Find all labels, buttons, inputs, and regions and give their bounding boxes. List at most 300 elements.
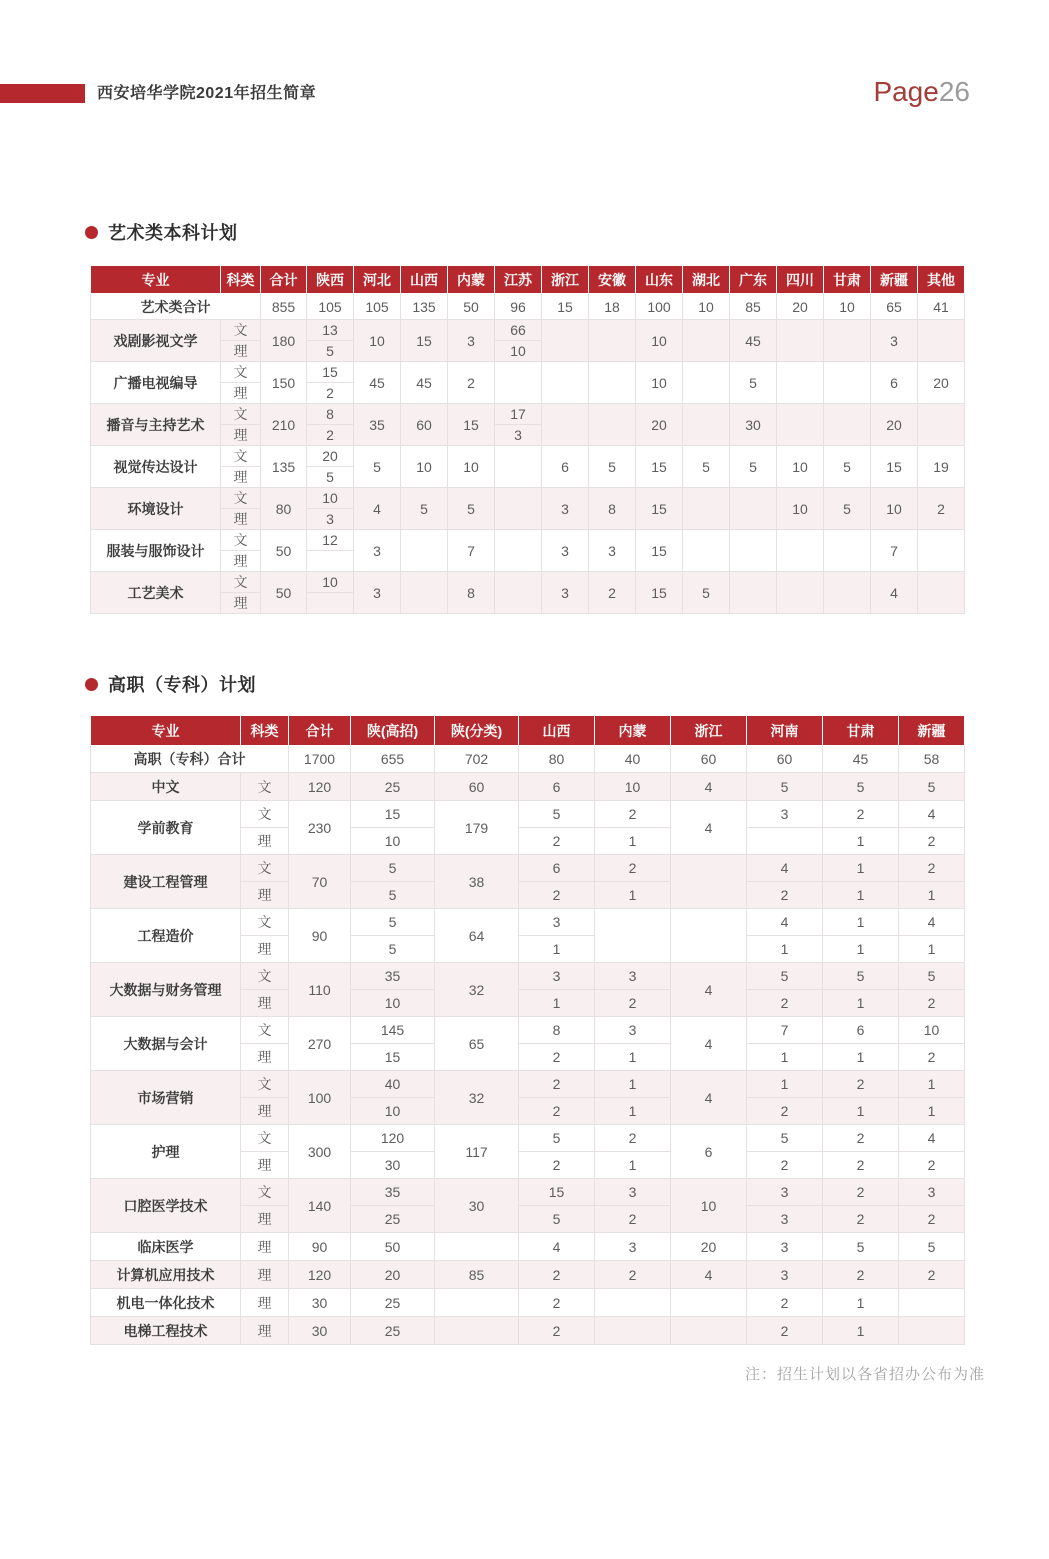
value-cell: 5 [824,488,871,530]
value-cell: 15 [636,572,683,614]
total-row-value: 18 [589,294,636,320]
value-cell: 3 [542,488,589,530]
value-cell: 2 [595,1206,671,1233]
value-cell [307,551,354,572]
value-cell [495,488,542,530]
value-cell [824,404,871,446]
value-cell: 10 [595,773,671,801]
value-cell: 2 [823,801,899,828]
value-cell: 2 [823,1206,899,1233]
major-cell: 中文 [91,773,241,801]
subject-type-cell: 文 [221,572,261,593]
value-cell: 2 [823,1179,899,1206]
value-cell [918,530,965,572]
table-row [91,1071,965,1098]
row-total-cell: 90 [289,1233,351,1261]
value-cell: 4 [899,801,965,828]
value-cell: 3 [871,320,918,362]
value-cell: 32 [435,963,519,1017]
value-cell: 6 [823,1017,899,1044]
value-cell: 3 [747,801,823,828]
subject-type-cell: 文 [241,1125,289,1152]
table-row [91,320,965,341]
column-header: 内蒙 [448,266,495,294]
value-cell: 1 [747,1071,823,1098]
value-cell: 4 [671,1261,747,1289]
value-cell: 1 [747,1044,823,1071]
value-cell: 1 [823,990,899,1017]
value-cell: 17 [495,404,542,425]
value-cell: 2 [747,1289,823,1317]
total-row-value: 655 [351,746,435,773]
value-cell: 145 [351,1017,435,1044]
subject-type-cell: 文 [241,773,289,801]
vocational-plan-table [90,715,965,1345]
value-cell: 2 [747,990,823,1017]
value-cell: 3 [595,1179,671,1206]
table-row [91,909,965,936]
column-header: 山西 [519,716,595,746]
value-cell: 1 [595,882,671,909]
value-cell: 2 [519,1098,595,1125]
value-cell: 13 [307,320,354,341]
value-cell: 1 [899,882,965,909]
row-total-cell: 140 [289,1179,351,1233]
subject-type-cell: 文 [241,1179,289,1206]
value-cell: 1 [823,1317,899,1345]
major-cell: 大数据与会计 [91,1017,241,1071]
value-cell: 2 [899,828,965,855]
value-cell [495,362,542,404]
row-total-cell: 210 [261,404,307,446]
value-cell: 10 [777,488,824,530]
value-cell: 15 [448,404,495,446]
subject-type-cell: 理 [221,467,261,488]
value-cell: 5 [519,1125,595,1152]
value-cell: 5 [823,963,899,990]
value-cell: 5 [747,1125,823,1152]
value-cell: 12 [307,530,354,551]
value-cell: 35 [351,963,435,990]
header-row [91,266,965,294]
value-cell: 40 [351,1071,435,1098]
value-cell: 3 [354,572,401,614]
value-cell: 38 [435,855,519,909]
value-cell: 5 [351,882,435,909]
table-row [91,1261,965,1289]
major-cell: 计算机应用技术 [91,1261,241,1289]
value-cell [777,572,824,614]
subject-type-cell: 文 [221,404,261,425]
value-cell: 2 [899,1152,965,1179]
value-cell [542,320,589,362]
subject-type-cell: 理 [241,1098,289,1125]
row-total-cell: 30 [289,1317,351,1345]
value-cell: 2 [519,1071,595,1098]
subject-type-cell: 理 [241,1233,289,1261]
value-cell: 3 [495,425,542,446]
subject-type-cell: 文 [221,320,261,341]
total-row-value: 85 [730,294,777,320]
subject-type-cell: 文 [221,488,261,509]
total-row-value: 96 [495,294,542,320]
subject-type-cell: 理 [221,551,261,572]
value-cell [683,488,730,530]
value-cell: 10 [777,446,824,488]
major-cell: 环境设计 [91,488,221,530]
row-total-cell: 230 [289,801,351,855]
section-title-art [85,222,1049,242]
value-cell [595,909,671,963]
table-row [91,963,965,990]
value-cell: 1 [595,1152,671,1179]
value-cell: 2 [519,882,595,909]
major-cell: 电梯工程技术 [91,1317,241,1345]
value-cell [824,320,871,362]
value-cell: 1 [823,1044,899,1071]
row-total-cell: 70 [289,855,351,909]
value-cell: 5 [354,446,401,488]
value-cell [777,530,824,572]
value-cell: 5 [448,488,495,530]
value-cell: 7 [448,530,495,572]
column-header: 山东 [636,266,683,294]
value-cell: 15 [636,446,683,488]
value-cell: 5 [899,1233,965,1261]
value-cell [918,404,965,446]
row-total-cell: 100 [289,1071,351,1125]
value-cell: 15 [519,1179,595,1206]
value-cell [777,320,824,362]
subject-type-cell: 理 [241,882,289,909]
value-cell: 2 [747,1317,823,1345]
subject-type-cell: 理 [241,1289,289,1317]
value-cell: 2 [589,572,636,614]
value-cell [595,1289,671,1317]
row-total-cell: 180 [261,320,307,362]
value-cell: 1 [899,936,965,963]
value-cell: 7 [871,530,918,572]
value-cell: 30 [351,1152,435,1179]
value-cell: 20 [307,446,354,467]
value-cell: 10 [401,446,448,488]
value-cell: 5 [730,362,777,404]
column-header: 四川 [777,266,824,294]
value-cell: 3 [519,909,595,936]
value-cell: 10 [671,1179,747,1233]
column-header: 新疆 [871,266,918,294]
total-row-value: 702 [435,746,519,773]
value-cell: 3 [354,530,401,572]
value-cell: 1 [595,1071,671,1098]
value-cell [777,404,824,446]
table-row [91,572,965,593]
value-cell: 3 [519,963,595,990]
value-cell: 3 [542,572,589,614]
value-cell: 6 [542,446,589,488]
value-cell [671,909,747,963]
total-row-value: 60 [671,746,747,773]
document-title: 西安培华学院2021年招生简章 [97,85,317,102]
value-cell: 3 [747,1206,823,1233]
value-cell: 20 [871,404,918,446]
value-cell: 2 [918,488,965,530]
value-cell: 3 [595,963,671,990]
row-total-cell: 50 [261,530,307,572]
value-cell: 10 [351,990,435,1017]
subject-type-cell: 理 [221,383,261,404]
value-cell [495,446,542,488]
total-row-value: 50 [448,294,495,320]
value-cell: 5 [899,773,965,801]
header-accent-bar [0,84,85,103]
subject-type-cell: 理 [241,1152,289,1179]
total-row-value: 105 [307,294,354,320]
value-cell: 4 [671,1017,747,1071]
subject-type-cell: 理 [241,936,289,963]
table-row [91,488,965,509]
subject-type-cell: 文 [241,963,289,990]
value-cell: 4 [671,963,747,1017]
subject-type-cell: 理 [241,1044,289,1071]
value-cell: 25 [351,1289,435,1317]
total-row-label: 艺术类合计 [91,294,261,320]
value-cell: 2 [448,362,495,404]
column-header: 浙江 [671,716,747,746]
subject-type-cell: 理 [221,341,261,362]
value-cell: 1 [899,1071,965,1098]
value-cell: 5 [307,341,354,362]
value-cell [730,488,777,530]
value-cell: 15 [636,488,683,530]
value-cell [589,362,636,404]
value-cell [777,362,824,404]
total-row-value: 15 [542,294,589,320]
value-cell: 3 [307,509,354,530]
value-cell: 1 [899,1098,965,1125]
value-cell: 20 [671,1233,747,1261]
value-cell: 8 [448,572,495,614]
row-total-cell: 120 [289,773,351,801]
value-cell: 50 [351,1233,435,1261]
value-cell: 15 [871,446,918,488]
value-cell: 5 [401,488,448,530]
major-cell: 大数据与财务管理 [91,963,241,1017]
section-title-text: 高职（专科）计划 [108,675,256,695]
value-cell: 2 [899,1261,965,1289]
bullet-icon [85,226,98,239]
footnote: 注：招生计划以各省招办公布为准 [744,1366,985,1383]
value-cell: 5 [589,446,636,488]
page-header [0,76,1049,107]
value-cell: 2 [307,425,354,446]
page-number: 26 [938,76,970,107]
value-cell: 10 [899,1017,965,1044]
value-cell: 10 [448,446,495,488]
table-row [91,1125,965,1152]
major-cell: 工程造价 [91,909,241,963]
page-word: Page [873,76,939,107]
value-cell: 2 [747,1098,823,1125]
value-cell: 5 [899,963,965,990]
value-cell [307,593,354,614]
major-cell: 临床医学 [91,1233,241,1261]
value-cell: 5 [519,801,595,828]
value-cell: 5 [683,446,730,488]
value-cell: 2 [519,828,595,855]
value-cell [747,828,823,855]
row-total-cell: 150 [261,362,307,404]
row-total-cell: 50 [261,572,307,614]
major-cell: 播音与主持艺术 [91,404,221,446]
value-cell: 4 [354,488,401,530]
value-cell [671,855,747,909]
subject-type-cell: 理 [221,509,261,530]
subject-type-cell: 文 [241,855,289,882]
total-row-value: 80 [519,746,595,773]
value-cell: 5 [307,467,354,488]
table-row [91,1289,965,1317]
column-header: 专业 [91,266,221,294]
value-cell: 2 [519,1289,595,1317]
value-cell: 4 [871,572,918,614]
value-cell [730,530,777,572]
value-cell [683,404,730,446]
value-cell: 2 [823,1261,899,1289]
value-cell: 10 [871,488,918,530]
table-row [91,1317,965,1345]
total-row-value: 10 [824,294,871,320]
value-cell: 6 [519,855,595,882]
column-header: 江苏 [495,266,542,294]
value-cell: 4 [671,1071,747,1125]
subject-type-cell: 理 [221,593,261,614]
value-cell: 2 [747,1152,823,1179]
value-cell: 25 [351,773,435,801]
major-cell: 市场营销 [91,1071,241,1125]
row-total-cell: 135 [261,446,307,488]
value-cell: 8 [307,404,354,425]
value-cell: 30 [435,1179,519,1233]
value-cell: 3 [595,1233,671,1261]
subject-type-cell: 理 [221,425,261,446]
value-cell: 8 [589,488,636,530]
value-cell: 4 [671,773,747,801]
value-cell: 20 [918,362,965,404]
row-total-cell: 270 [289,1017,351,1071]
value-cell: 2 [307,383,354,404]
value-cell: 3 [747,1261,823,1289]
value-cell: 1 [595,1044,671,1071]
subject-type-cell: 理 [241,828,289,855]
value-cell: 35 [354,404,401,446]
value-cell: 5 [351,936,435,963]
subject-type-cell: 文 [241,801,289,828]
subject-type-cell: 理 [241,1206,289,1233]
column-header: 合计 [289,716,351,746]
value-cell: 64 [435,909,519,963]
value-cell: 10 [307,572,354,593]
page-indicator [873,76,970,108]
column-header: 安徽 [589,266,636,294]
column-header: 山西 [401,266,448,294]
value-cell: 2 [747,882,823,909]
value-cell: 45 [730,320,777,362]
total-row-value: 60 [747,746,823,773]
value-cell: 45 [401,362,448,404]
value-cell: 4 [899,909,965,936]
value-cell [435,1233,519,1261]
value-cell: 3 [448,320,495,362]
total-row [91,294,965,320]
value-cell: 1 [823,882,899,909]
value-cell: 10 [636,362,683,404]
value-cell: 10 [354,320,401,362]
value-cell: 15 [401,320,448,362]
value-cell: 10 [307,488,354,509]
column-header: 河北 [354,266,401,294]
value-cell [435,1289,519,1317]
total-row-value: 855 [261,294,307,320]
value-cell [730,572,777,614]
value-cell: 4 [747,855,823,882]
section-title-vocational [85,674,1049,694]
total-row-value: 41 [918,294,965,320]
value-cell: 6 [871,362,918,404]
major-cell: 机电一体化技术 [91,1289,241,1317]
value-cell: 35 [351,1179,435,1206]
major-cell: 服装与服饰设计 [91,530,221,572]
value-cell: 6 [519,773,595,801]
value-cell: 2 [595,1261,671,1289]
value-cell: 60 [435,773,519,801]
value-cell: 60 [401,404,448,446]
column-header: 科类 [221,266,261,294]
value-cell: 5 [823,773,899,801]
table-row [91,801,965,828]
value-cell: 2 [519,1317,595,1345]
table-row [91,530,965,551]
value-cell: 2 [823,1125,899,1152]
value-cell: 5 [823,1233,899,1261]
value-cell: 4 [899,1125,965,1152]
major-cell: 口腔医学技术 [91,1179,241,1233]
table-row [91,1017,965,1044]
value-cell: 8 [519,1017,595,1044]
table-row [91,446,965,467]
value-cell: 15 [351,801,435,828]
column-header: 河南 [747,716,823,746]
value-cell [671,1317,747,1345]
value-cell: 2 [519,1261,595,1289]
table-row [91,1233,965,1261]
column-header: 陕西 [307,266,354,294]
value-cell: 1 [823,828,899,855]
column-header: 科类 [241,716,289,746]
value-cell: 25 [351,1206,435,1233]
value-cell [542,362,589,404]
value-cell [589,320,636,362]
value-cell [401,530,448,572]
total-row-value: 100 [636,294,683,320]
value-cell: 2 [899,1206,965,1233]
value-cell: 1 [747,936,823,963]
column-header: 专业 [91,716,241,746]
value-cell: 5 [824,446,871,488]
value-cell: 5 [683,572,730,614]
total-row-value: 65 [871,294,918,320]
subject-type-cell: 理 [241,1317,289,1345]
